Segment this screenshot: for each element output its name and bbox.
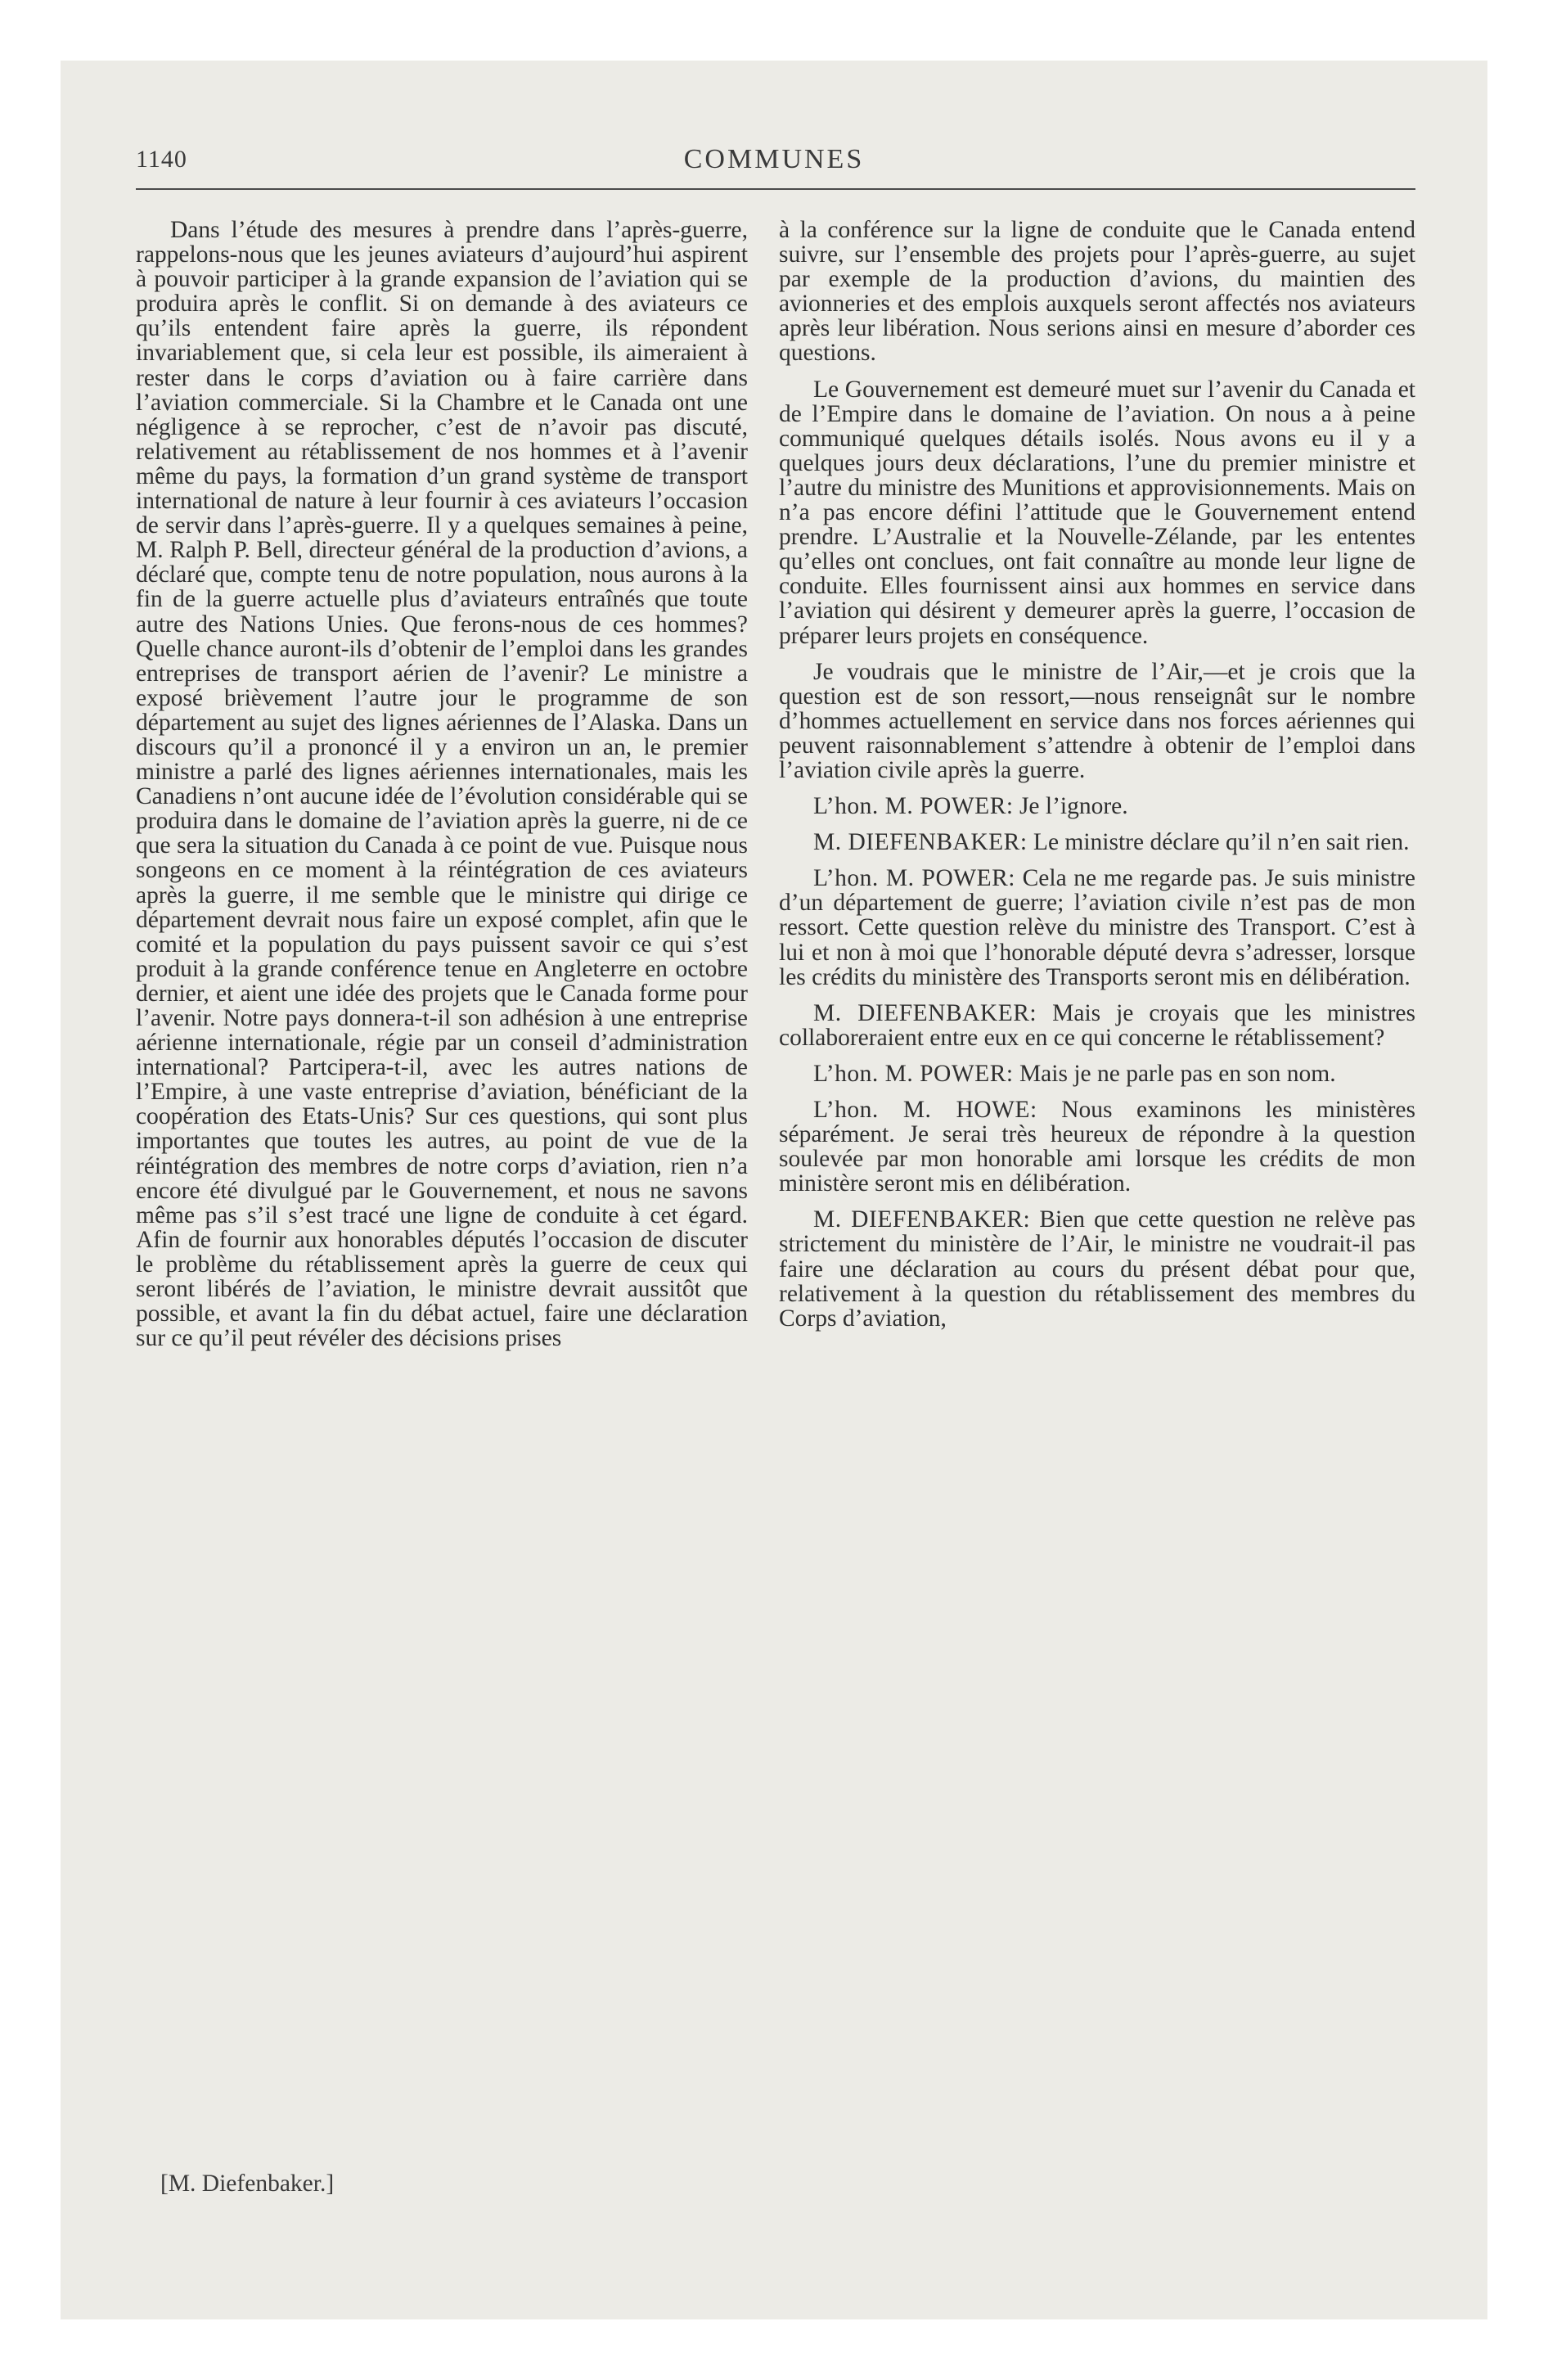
speech-diefenbaker-2 bbox=[779, 1001, 1415, 1050]
speech-text: Je l’ignore. bbox=[1019, 793, 1128, 820]
right-paragraph-continued: à la conférence sur la ligne de conduite que le Canada entend suivre, sur l’ensemble des projets pour l’après-guerre, au sujet par exemple de la production d’avions, du maintien des avionneries et des emplois auxquels seront affectés nos aviateurs après leur libération. Nous serions ainsi en mesure d’aborder ces questions. bbox=[779, 217, 1415, 367]
speech-text: Cela ne me regarde pas. Je suis ministre d’un département de guerre; l’aviation civile n’est pas de mon ressort. Cette question relève du ministre des Transport. C’est à lui et non à moi que l’honorable député devra s’adresser, lorsque les crédits du ministère des Transports seront mis en délibération. bbox=[779, 865, 1416, 990]
speech-text: Mais je ne parle pas en son nom. bbox=[1019, 1060, 1336, 1087]
speech-text: Mais je croyais que les ministres collaboreraient entre eux en ce qui concerne le rétablissement? bbox=[779, 999, 1415, 1051]
speaker-name: M. DIEFENBAKER: bbox=[813, 829, 1028, 856]
speaker-attribution: [M. Diefenbaker.] bbox=[160, 2170, 335, 2197]
speaker-name: L’hon. M. POWER: bbox=[813, 793, 1014, 820]
speaker-name: L’hon. M. POWER: bbox=[813, 865, 1016, 892]
speaker-name: L’hon. M. POWER: bbox=[813, 1060, 1014, 1087]
speech-diefenbaker-1 bbox=[779, 830, 1415, 854]
speech-howe-1 bbox=[779, 1098, 1415, 1196]
running-head: COMMUNES bbox=[683, 144, 865, 174]
right-paragraph-3: Je voudrais que le ministre de l’Air,—et je crois que la question est de son ressort,—nous renseignât sur le nombre d’hommes actuellement en service dans nos forces aériennes qui peuvent raisonnablement s’attendre à obtenir de l’emploi dans l’aviation civile après la guerre. bbox=[779, 658, 1415, 783]
speech-power-2 bbox=[779, 866, 1415, 989]
right-column bbox=[779, 218, 1415, 1342]
speaker-name: M. DIEFENBAKER: bbox=[813, 1206, 1031, 1233]
right-paragraph-2: Le Gouvernement est demeuré muet sur l’avenir du Canada et de l’Empire dans le domaine de l’aviation. On nous a à peine communiqué quelques détails isolés. Nous avons eu il y a quelques jours deux déclarations, l’une du premier ministre et l’autre du ministre des Munitions et approvisionnements. Mais on n’a pas encore défini l’attitude que le Gouvernement entend prendre. L’Australie et la Nouvelle-Zélande, par les ententes qu’elles ont conclues, ont fait connaître au monde leur ligne de conduite. Elles fournissent ainsi aux hommes en service dans l’aviation qui désirent y demeurer après la guerre, l’occasion de préparer leurs projets en conséquence. bbox=[779, 376, 1415, 649]
left-paragraph-1: Dans l’étude des mesures à prendre dans l’après-guerre, rappelons-nous que les jeunes aviateurs d’aujourd’hui aspirent à pouvoir participer à la grande expansion de l’aviation qui se produira après le conflit. Si on demande à des aviateurs ce qu’ils entendent faire après la guerre, ils répondent invariablement que, si cela leur est possible, ils aimeraient à rester dans le corps d’aviation ou à faire carrière dans l’aviation commerciale. Si la Chambre et le Canada ont une négligence à se reprocher, c’est de n’avoir pas discuté, relativement au rétablissement de nos hommes et à l’avenir même du pays, la formation d’un grand système de transport international de nature à leur fournir à ces aviateurs l’occasion de servir dans l’après-guerre. Il y a quelques semaines à peine, M. Ralph P. Bell, directeur général de la production d’avions, a déclaré que, compte tenu de notre population, nous aurons à la fin de la guerre actuelle plus d’aviateurs entraînés que toute autre des Nations Unies. Que ferons-nous de ces hommes? Quelle chance auront-ils d’obtenir de l’emploi dans les grandes entreprises de transport aérien de l’avenir? Le ministre a exposé brièvement l’autre jour le programme de son département au sujet des lignes aériennes de l’Alaska. Dans un discours qu’il a prononcé il y a environ un an, le premier ministre a parlé des lignes aériennes internationales, mais les Canadiens n’ont aucune idée de l’évolution considérable qui se produira dans le domaine de l’aviation après la guerre, ni de ce que sera la situation du Canada à ce point de vue. Puisque nous songeons en ce moment à la réintégration de ces aviateurs après la guerre, il me semble que le ministre qui dirige ce département devrait nous faire un exposé complet, afin que le comité et la population du pays puissent savoir ce qui s’est produit à la grande conférence tenue en Angleterre en octobre dernier, et aient une idée des projets que le Canada forme pour l’avenir. Notre pays donnera-t-il son adhésion à une entreprise aérienne internationale, régie par un conseil d’administration international? Partcipera-t-il, avec les autres nations de l’Empire, à une vaste entreprise d’aviation, bénéficiant de la coopération des Etats-Unis? Sur ces questions, qui sont plus importantes que toutes les autres, au point de vue de la réintégration des membres de notre corps d’aviation, rien n’a encore été divulgué par le Gouvernement, et nous ne savons même pas s’il s’est tracé une ligne de conduite à cet égard. Afin de fournir aux honorables députés l’occasion de discuter le problème du rétablissement après la guerre de ceux qui seront libérés de l’aviation, le ministre devrait aussitôt que possible, et avant la fin du débat actuel, faire une déclaration sur ce qu’il peut révéler des décisions prises bbox=[136, 217, 748, 1352]
speech-diefenbaker-3 bbox=[779, 1207, 1415, 1330]
page-number: 1140 bbox=[136, 146, 187, 173]
speech-text: Nous examinons les ministères séparément. Je serai très heureux de répondre à la question soulevée par mon honorable ami lorsque les crédits de mon ministère seront mis en délibération. bbox=[779, 1097, 1416, 1197]
speaker-name: L’hon. M. HOWE: bbox=[813, 1097, 1037, 1123]
speech-power-3 bbox=[779, 1062, 1415, 1086]
speech-power-1 bbox=[779, 794, 1415, 818]
left-column bbox=[136, 218, 748, 1362]
speech-text: Le ministre déclare qu’il n’en sait rien. bbox=[1033, 829, 1410, 856]
speech-text: Bien que cette question ne relève pas strictement du ministère de l’Air, le ministre ne voudrait-il pas faire une déclaration au cours du présent débat pour que, relativement à la question du rétablissement des membres du Corps d’aviation, bbox=[779, 1206, 1416, 1332]
speaker-name: M. DIEFENBAKER: bbox=[813, 999, 1037, 1026]
header-rule bbox=[136, 188, 1415, 190]
